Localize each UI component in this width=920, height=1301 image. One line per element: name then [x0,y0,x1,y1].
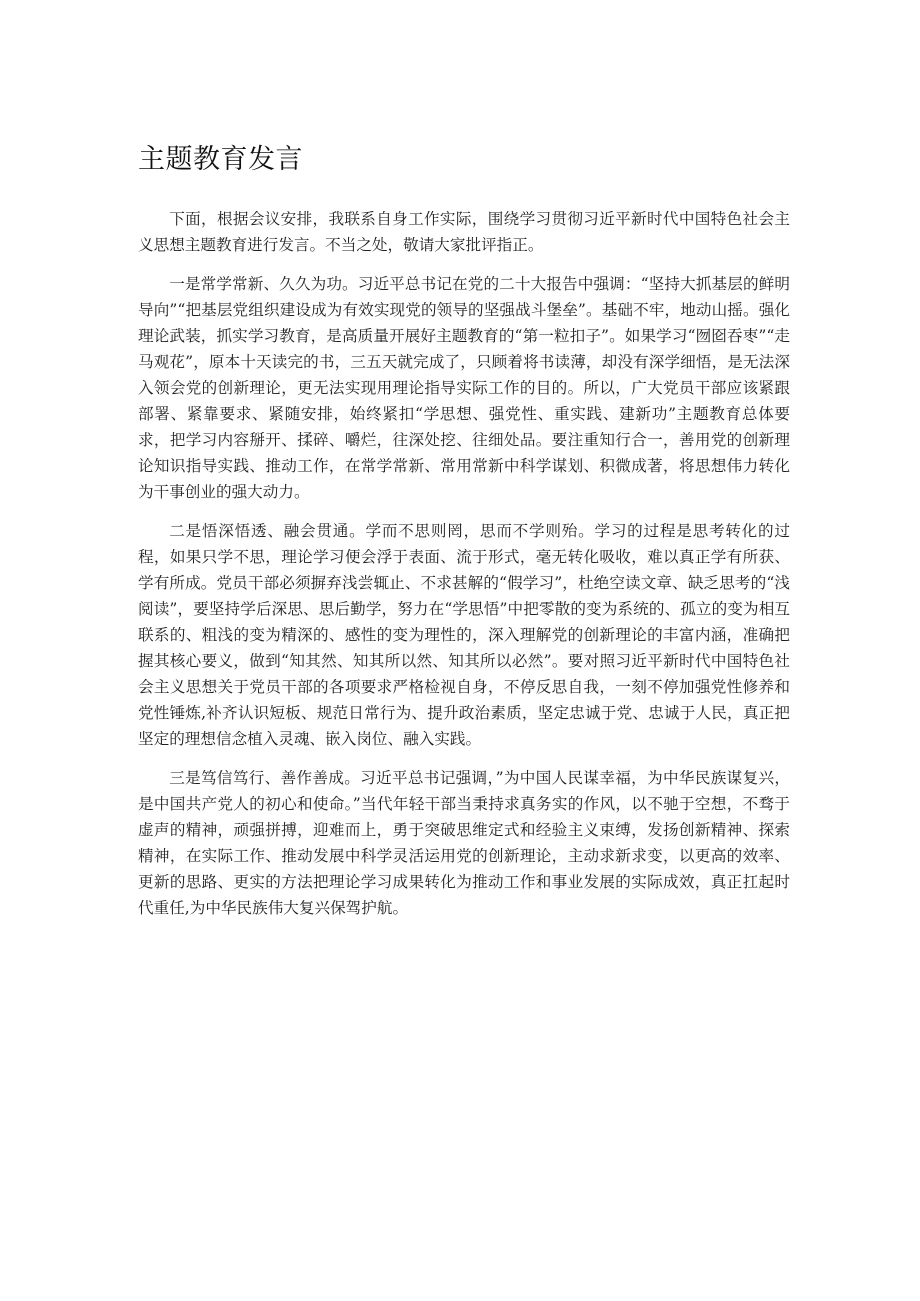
paragraph-point-one: 一是常学常新、久久为功。习近平总书记在党的二十大报告中强调：“坚持大抓基层的鲜明导向”“把基层党组织建设成为有效实现党的领导的坚强战斗堡垒”。基础不牢，地动山摇。强化理论武装，抓实学习教育，是高质量开展好主题教育的“第一粒扣子”。如果学习“囫囵吞枣”“走马观花”，原本十天读完的书，三五天就完成了，只顾着将书读薄，却没有深学细悟，是无法深入领会党的创新理论，更无法实现用理论指导实际工作的目的。所以，广大党员干部应该紧跟部署、紧靠要求、紧随安排，始终紧扣“学思想、强党性、重实践、建新功”主题教育总体要求，把学习内容掰开、揉碎、嚼烂，往深处挖、往细处品。要注重知行合一，善用党的创新理论知识指导实践、推动工作，在常学常新、常用常新中科学谋划、积微成著，将思想伟力转化为干事创业的强大动力。 [138,275,790,501]
paragraph-point-three: 三是笃信笃行、善作善成。习近平总书记强调，”为中国人民谋幸福，为中华民族谋复兴，是中国共产党人的初心和使命。”当代年轻干部当秉持求真务实的作风，以不驰于空想，不骛于虚声的精神，顽强拼搏，迎难而上，勇于突破思维定式和经验主义束缚，发扬创新精神、探索精神，在实际工作、推动发展中科学灵活运用党的创新理论，主动求新求变，以更高的效率、更新的思路、更实的方法把理论学习成果转化为推动工作和事业发展的实际成效，真正扛起时代重任,为中华民族伟大复兴保驾护航。 [138,769,790,917]
paragraph-point-two: 二是悟深悟透、融会贯通。学而不思则罔，思而不学则殆。学习的过程是思考转化的过程，如果只学不思，理论学习便会浮于表面、流于形式，毫无转化吸收，难以真正学有所获、学有所成。党员干部必须摒弃浅尝辄止、不求甚解的“假学习”，杜绝空读文章、缺乏思考的“浅阅读”，要坚持学后深思、思后勤学，努力在“学思悟”中把零散的变为系统的、孤立的变为相互联系的、粗浅的变为精深的、感性的变为理性的，深入理解党的创新理论的丰富内涵，准确把握其核心要义，做到“知其然、知其所以然、知其所以必然”。要对照习近平新时代中国特色社会主义思想关于党员干部的各项要求严格检视自身，不停反思自我，一刻不停加强党性修养和党性锤炼,补齐认识短板、规范日常行为、提升政治素质，坚定忠诚于党、忠诚于人民，真正把坚定的理想信念植入灵魂、嵌入岗位、融入实践。 [138,522,790,748]
page-title: 主题教育发言 [138,144,303,175]
paragraph-intro: 下面，根据会议安排，我联系自身工作实际，围绕学习贯彻习近平新时代中国特色社会主义思想主题教育进行发言。不当之处，敬请大家批评指正。 [138,210,790,254]
document-page [138,140,790,934]
